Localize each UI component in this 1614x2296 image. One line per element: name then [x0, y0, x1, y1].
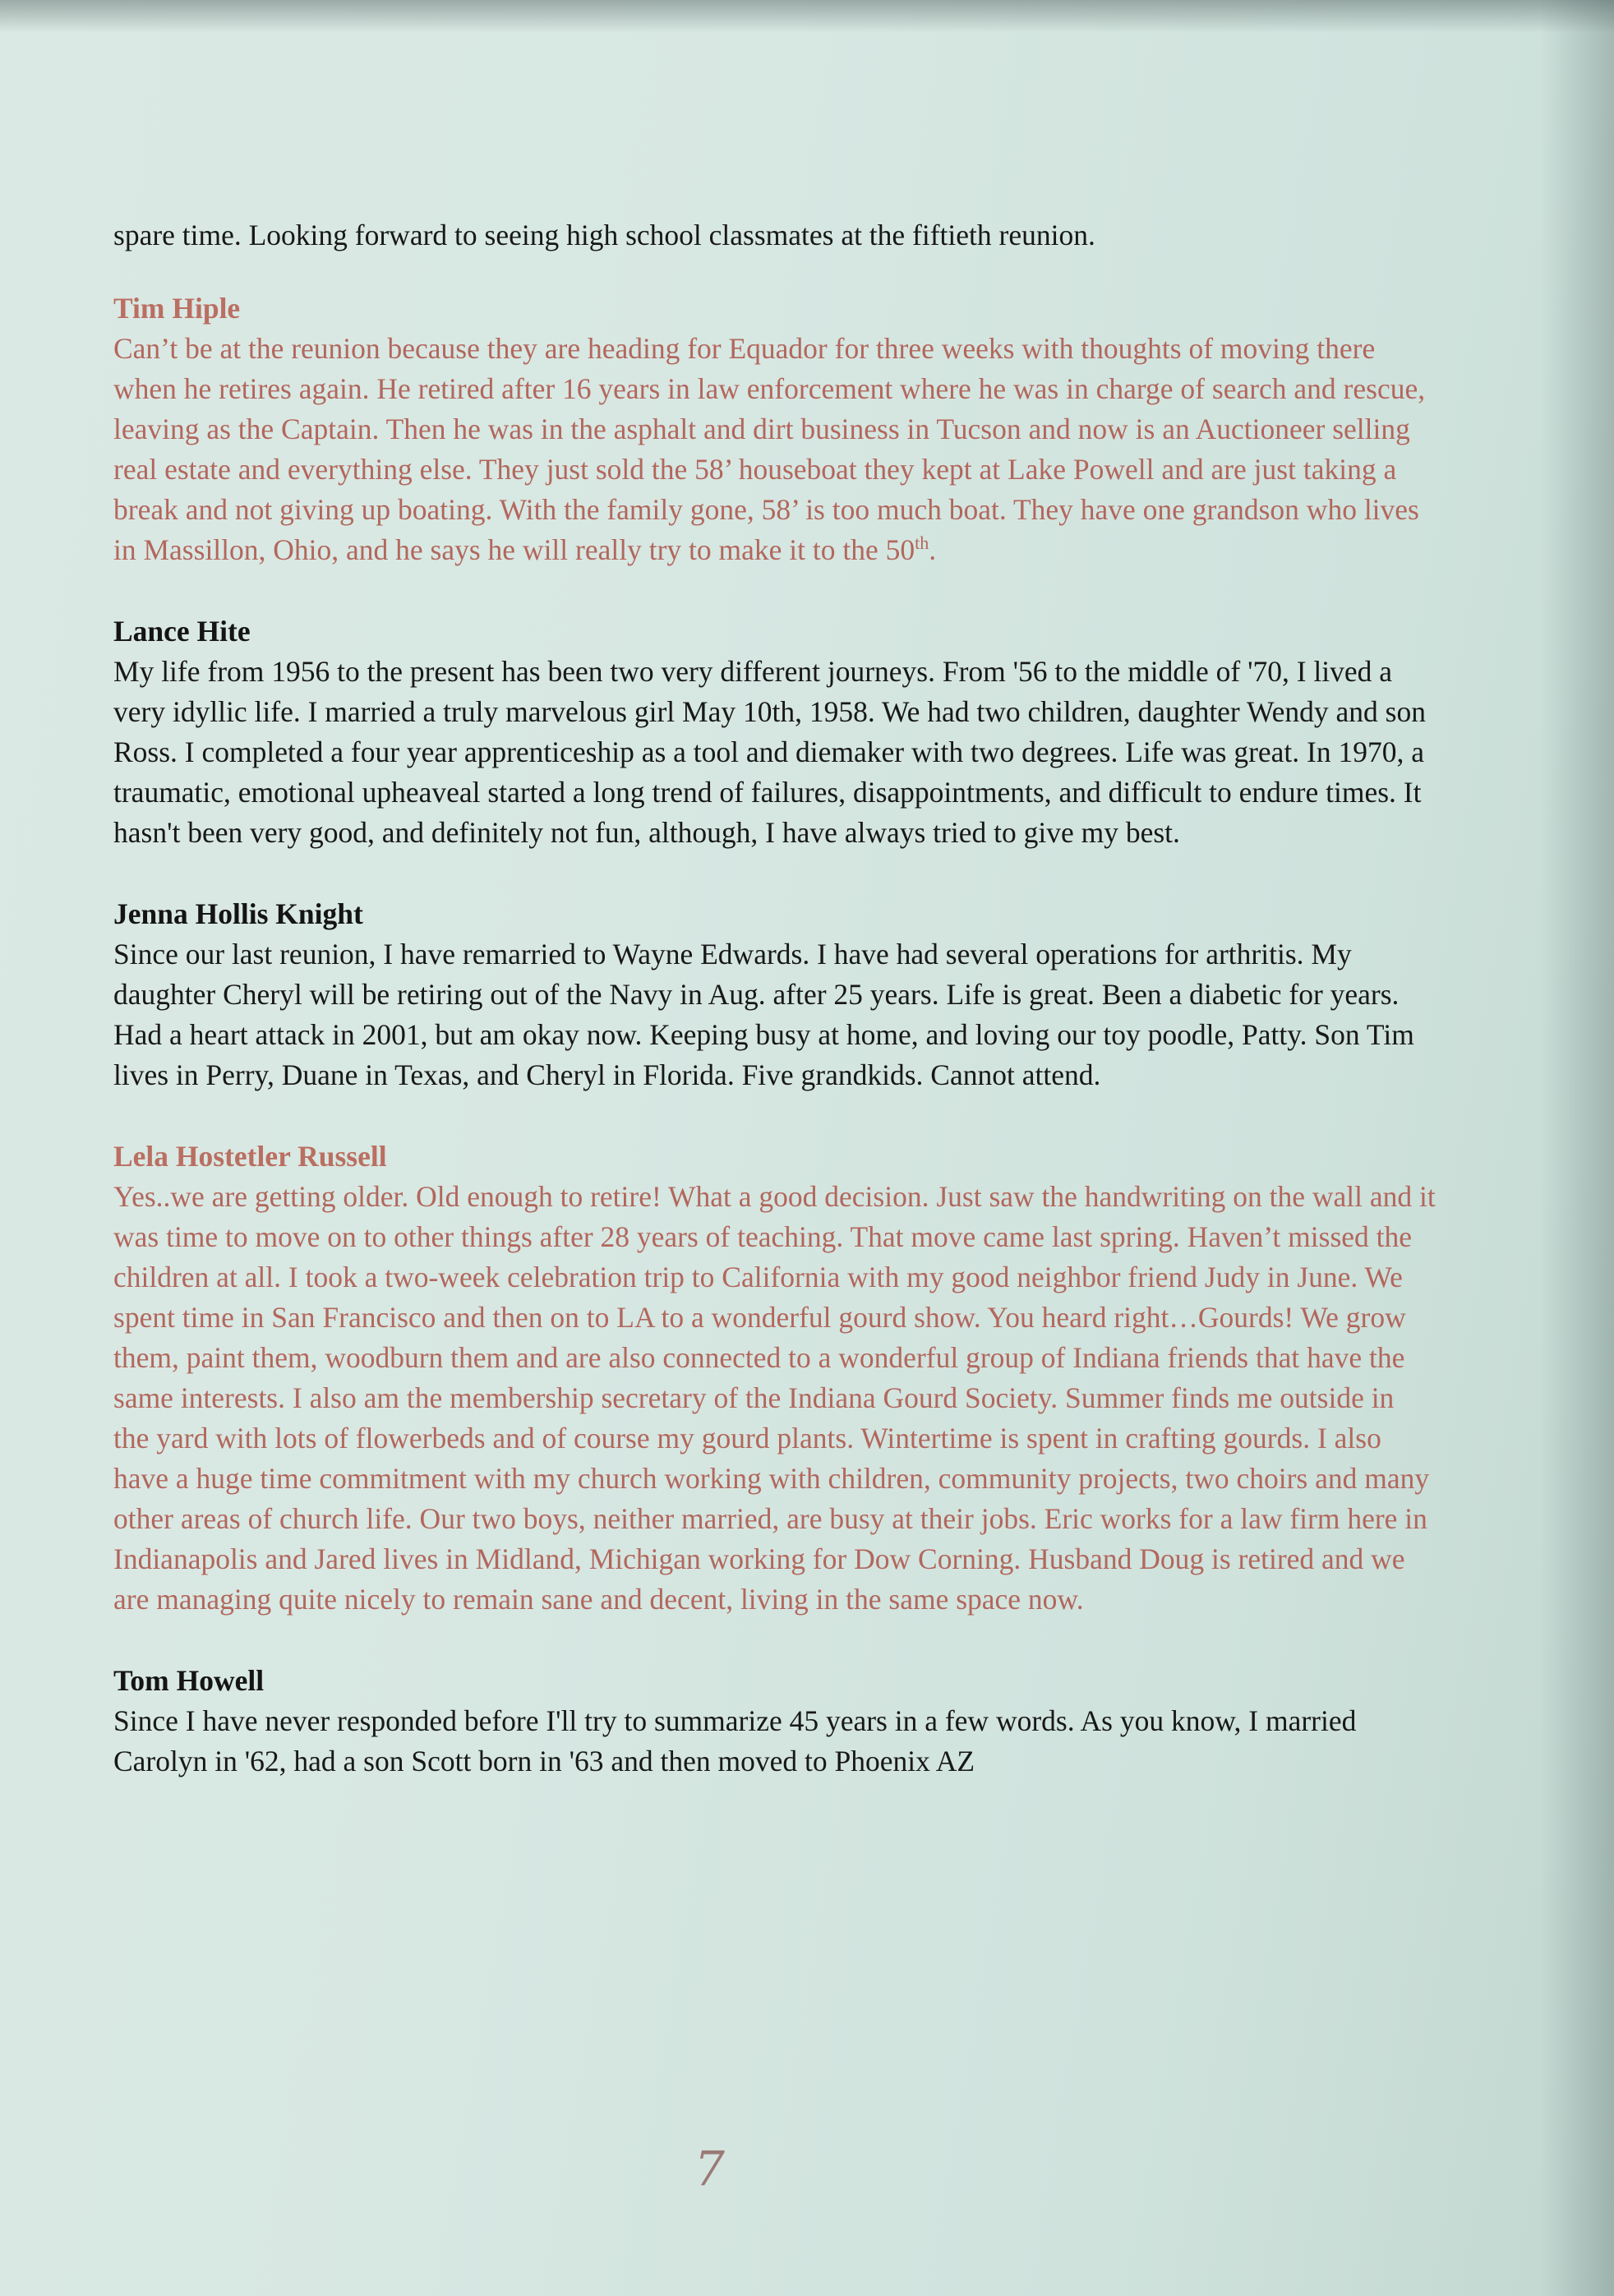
entry-text-body: Can’t be at the reunion because they are heading for Equador for three weeks with thoughts of moving there when he retires again. He retired after 16 years in law enforcement where he was in charge of search and rescue, leaving as the Captain. Then he was in the asphalt and dirt business in Tucson and now is an Auctioneer selling real estate and everything else. They just sold the 58’ houseboat they kept at Lake Powell and are just taking a break and not giving up boating. With the family gone, 58’ is too much boat. They have one grandson who lives in Massillon, Ohio, and he says he will really try to make it to the 50 [113, 332, 1426, 566]
entry-text: Since our last reunion, I have remarried to Wayne Edwards. I have had several operations for arthritis. My daughter Cheryl will be retiring out of the Navy in Aug. after 25 years. Life is great. Been a diabetic for years. Had a heart attack in 2001, but am okay now. Keeping busy at home, and loving our toy poodle, Patty. Son Tim lives in Perry, Duane in Texas, and Cheryl in Florida. Five grandkids. Cannot attend. [113, 938, 1414, 1091]
entry-name: Lance Hite [113, 615, 251, 648]
entry-tom-howell [113, 1661, 1436, 1782]
entry-text [113, 329, 1436, 570]
entry-name: Jenna Hollis Knight [113, 897, 363, 930]
entry-text-ending: . [929, 533, 937, 566]
page-number: 7 [694, 2141, 725, 2197]
spacer [113, 853, 1436, 894]
ordinal-superscript: th [915, 533, 929, 554]
entry-text: My life from 1956 to the present has been two very different journeys. From '56 to the middle of '70, I lived a very idyllic life. I married a truly marvelous girl May 10th, 1958. We had two children, daughter Wendy and son Ross. I completed a four year apprenticeship as a tool and diemaker with two degrees. Life was great. In 1970, a traumatic, emotional upheaveal started a long trend of failures, disappointments, and difficult to endure times. It hasn't been very good, and definitely not fun, although, I have always tried to give my best. [113, 655, 1426, 849]
entry-text: Yes..we are getting older. Old enough to retire! What a good decision. Just saw the handwriting on the wall and it was time to move on to other things after 28 years of teaching. That move came last spring. Haven’t missed the children at all. I took a two-week celebration trip to California with my good neighbor friend Judy in June. We spent time in San Francisco and then on to LA to a wonderful gourd show. You heard right…Gourds! We grow them, paint them, woodburn them and are also connected to a wonderful group of Indiana friends that have the same interests. I also am the membership secretary of the Indiana Gourd Society. Summer finds me outside in the yard with lots of flowerbeds and of course my gourd plants. Wintertime is spent in crafting gourds. I also have a huge time commitment with my church working with children, community projects, two choirs and many other areas of church life. Our two boys, neither married, are busy at their jobs. Eric works for a law firm here in Indianapolis and Jared lives in Midland, Michigan working for Dow Corning. Husband Doug is retired and we are managing quite nicely to remain sane and decent, living in the same space now. [113, 1180, 1436, 1616]
scan-right-edge [1540, 0, 1614, 2296]
entry-name: Tim Hiple [113, 292, 241, 325]
entry-text: Since I have never responded before I'll try to summarize 45 years in a few words. As you know, I married Carolyn in '62, had a son Scott born in '63 and then moved to Phoenix AZ [113, 1704, 1357, 1777]
intro-paragraph: spare time. Looking forward to seeing high school classmates at the fiftieth reunion. [113, 219, 1095, 251]
entry-name: Tom Howell [113, 1664, 265, 1697]
scan-top-shadow [0, 0, 1614, 33]
entry-lance-hite [113, 611, 1436, 853]
entry-name: Lela Hostetler Russell [113, 1140, 387, 1173]
entry-tim-hiple [113, 288, 1436, 570]
entry-jenna-hollis-knight [113, 894, 1436, 1095]
spacer [113, 570, 1436, 611]
entry-lela-hostetler-russell [113, 1136, 1436, 1620]
spacer [113, 256, 1436, 288]
page-content [113, 215, 1436, 1782]
spacer [113, 1095, 1436, 1136]
spacer [113, 1620, 1436, 1661]
